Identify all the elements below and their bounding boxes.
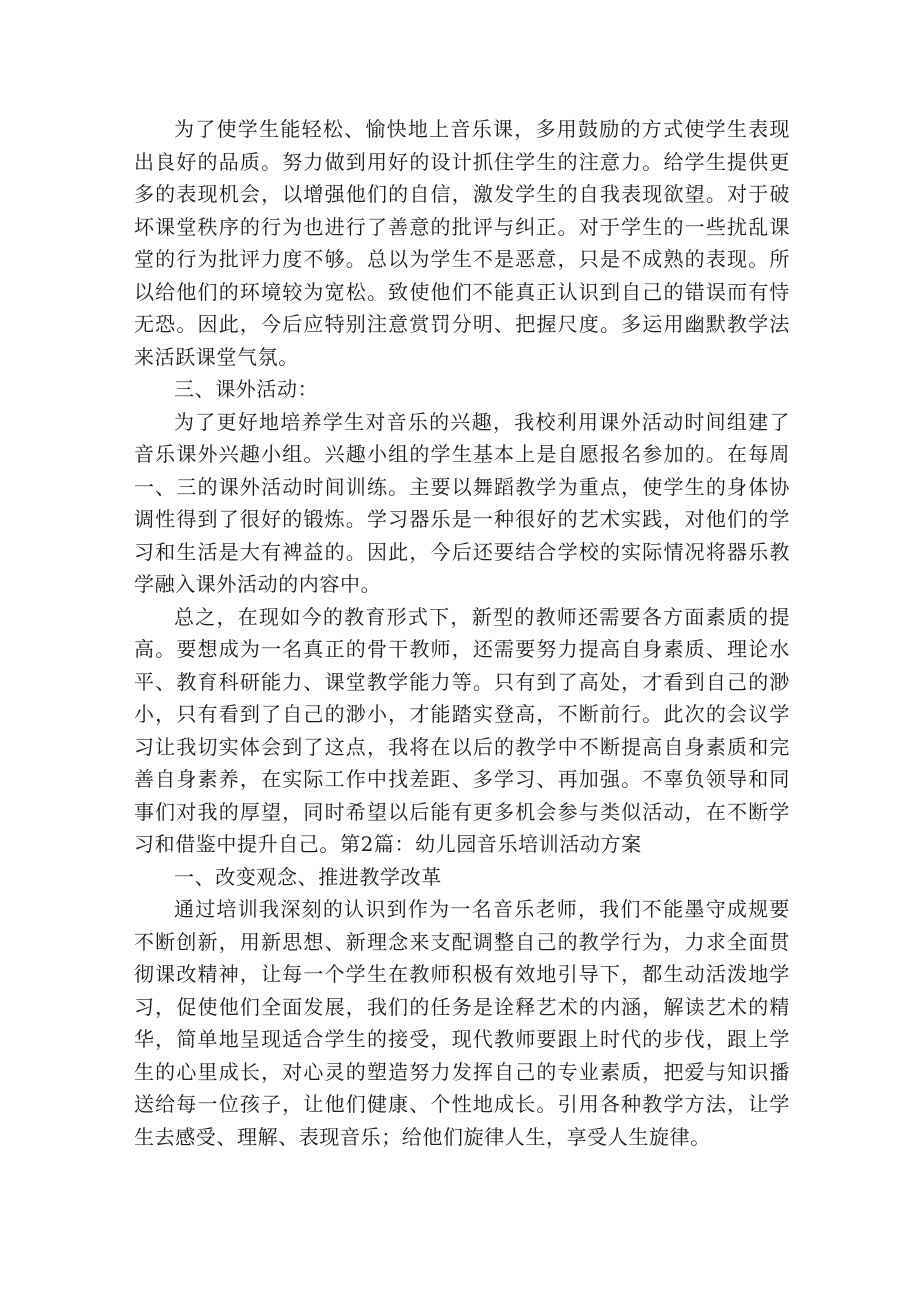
paragraph-summary: 总之，在现如今的教育形式下，新型的教师还需要各方面素质的提高。要想成为一名真正的骨干教师，还需要努力提高自身素质、理论水平、教育科研能力、课堂教学能力等。只有到了高处，才看到自己的渺小，只有看到了自己的渺小，才能踏实登高，不断前行。此次的会议学习让我切实体会到了这点，我将在以后的教学中不断提高自身素质和完善自身素养，在实际工作中找差距、多学习、再加强。不辜负领导和同事们对我的厚望，同时希望以后能有更多机会参与类似活动，在不断学习和借鉴中提升自己。第2篇：幼儿园音乐培训活动方案 [134,604,790,856]
paragraph-interest-group: 为了更好地培养学生对音乐的兴趣，我校利用课外活动时间组建了音乐课外兴趣小组。兴趣小组的学生基本上是自愿报名参加的。在每周一、三的课外活动时间训练。主要以舞蹈教学为重点，使学生的身体协调性得到了很好的锻炼。学习器乐是一种很好的艺术实践，对他们的学习和生活是大有裨益的。因此，今后还要结合学校的实际情况将器乐教学融入课外活动的内容中。 [134,409,790,596]
paragraph-classroom-management: 为了使学生能轻松、愉快地上音乐课，多用鼓励的方式使学生表现出良好的品质。努力做到用好的设计抓住学生的注意力。给学生提供更多的表现机会，以增强他们的自信，激发学生的自我表现欲望。对于破坏课堂秩序的行为也进行了善意的批评与纠正。对于学生的一些扰乱课堂的行为批评力度不够。总以为学生不是恶意，只是不成熟的表现。所以给他们的环境较为宽松。致使他们不能真正认识到自己的错误而有恃无恐。因此，今后应特别注意赏罚分明、把握尺度。多运用幽默教学法来活跃课堂气氛。 [134,117,790,369]
section-heading-extracurricular: 三、课外活动： [174,377,319,401]
document-body [134,113,790,1153]
section-heading-reform: 一、改变观念、推进教学改革 [174,864,442,889]
paragraph-training-reflection: 通过培训我深刻的认识到作为一名音乐老师，我们不能墨守成规要不断创新，用新思想、新理念来支配调整自己的教学行为，力求全面贯彻课改精神，让每一个学生在教师积极有效地引导下，都生动活泼地学习，促使他们全面发展，我们的任务是诠释艺术的内涵，解读艺术的精华，简单地呈现适合学生的接受，现代教师要跟上时代的步伐，跟上学生的心里成长，对心灵的塑造努力发挥自己的专业素质，把爱与知识播送给每一位孩子，让他们健康、个性地成长。引用各种教学方法，让学生去感受、理解、表现音乐；给他们旋律人生，享受人生旋律。 [134,897,790,1149]
